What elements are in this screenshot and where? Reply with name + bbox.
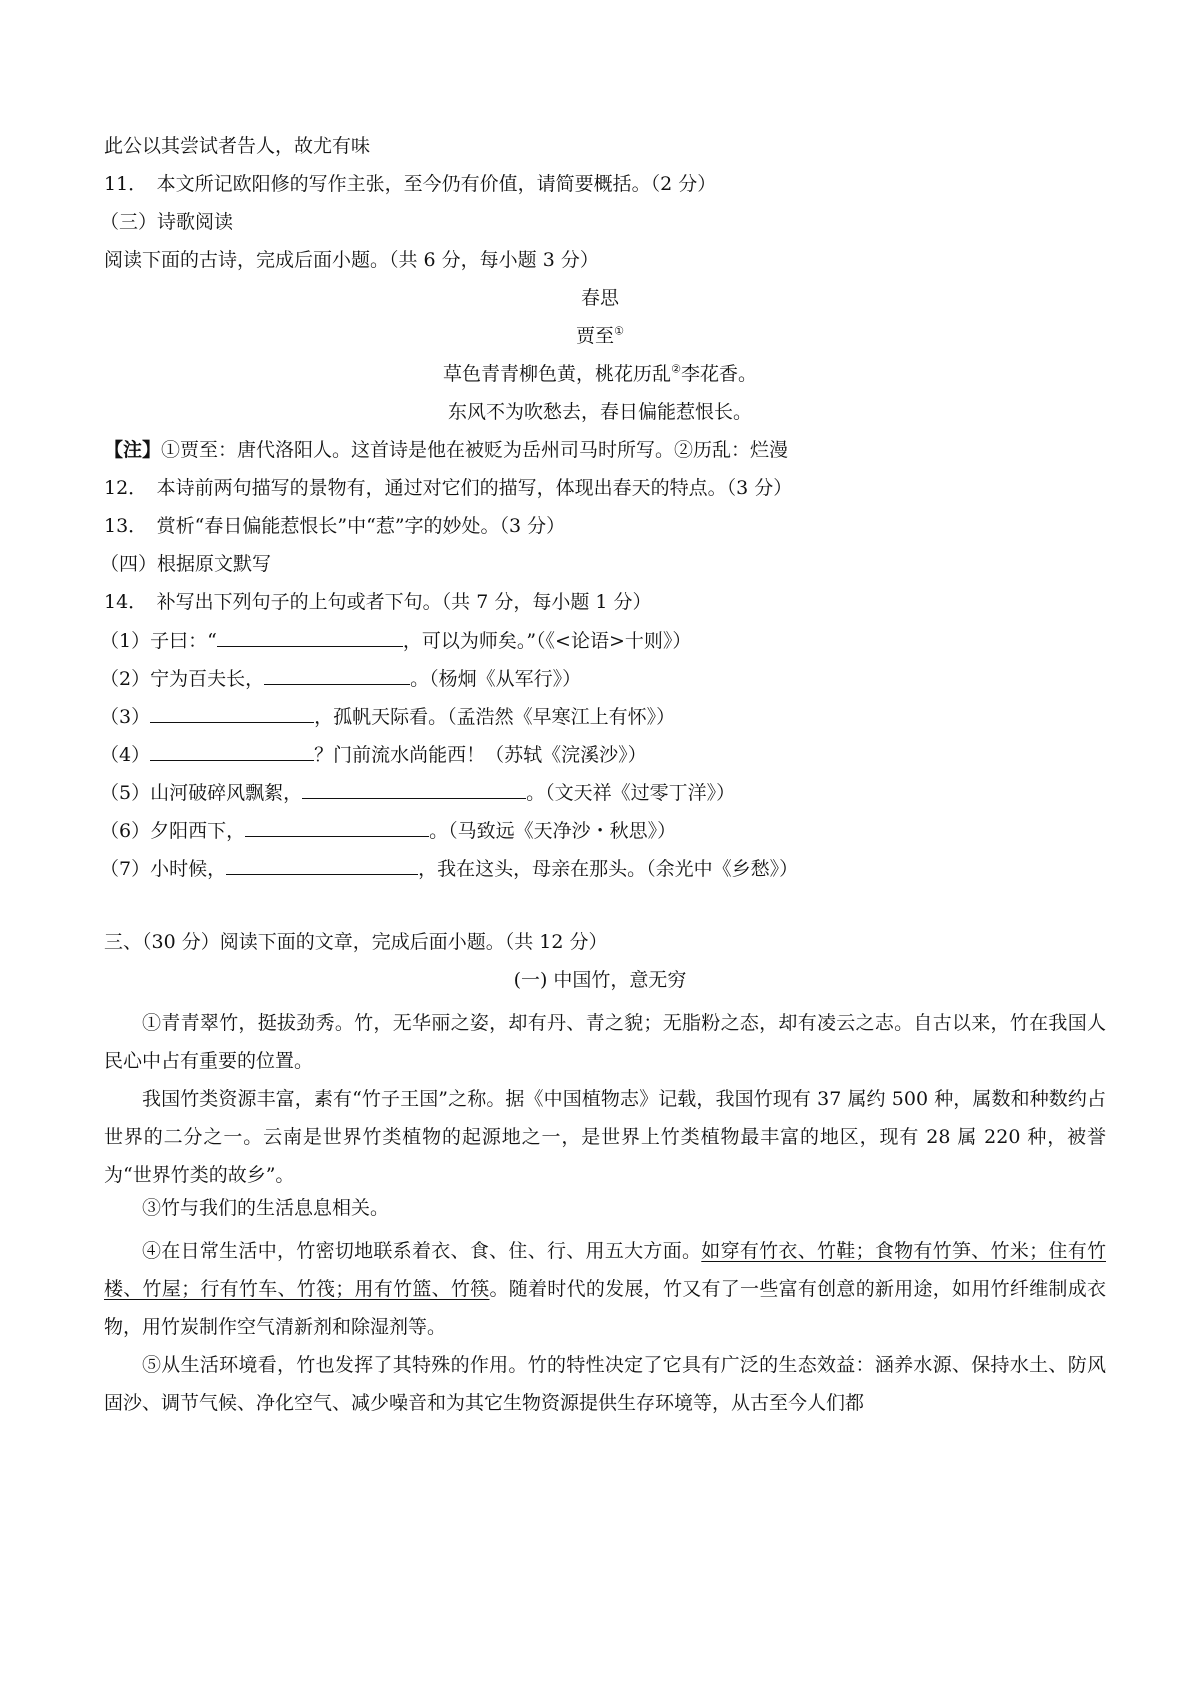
question-11: 11． 本文所记欧阳修的写作主张，至今仍有价值，请简要概括。（2 分） (104, 173, 717, 195)
fill-item-4 (100, 740, 1100, 769)
poem-line-1 (0, 360, 1200, 388)
poem-line-1-part: 草色青青柳色黄，桃花历乱 (443, 363, 672, 385)
fill-prefix: （4） (100, 744, 151, 766)
answer-blank[interactable] (217, 626, 403, 647)
answer-blank[interactable] (264, 664, 410, 685)
article-paragraph-4 (104, 1232, 1106, 1346)
fill-item-1 (100, 626, 1100, 655)
question-12: 12． 本诗前两句描写的景物有，通过对它们的描写，体现出春天的特点。（3 分） (104, 477, 793, 499)
fill-prefix: （7）小时候， (100, 858, 227, 880)
question-13: 13． 赏析“春日偏能惹恨长”中“惹”字的妙处。（3 分） (104, 515, 566, 537)
underlined-text: 如穿有竹衣、竹鞋；食物有竹笋、竹米；住有竹楼、竹屋；行有竹车、竹筏；用有竹篮、竹筷 (104, 1240, 1106, 1300)
answer-blank[interactable] (226, 854, 418, 875)
answer-blank[interactable] (302, 778, 526, 799)
paragraph-text: ④在日常生活中，竹密切地联系着衣、食、住、行、用五大方面。 (142, 1240, 702, 1262)
article-paragraph-5: ⑤从生活环境看，竹也发挥了其特殊的作用。竹的特性决定了它具有广泛的生态效益：涵养水源、保持水土、防风固沙、调节气候、净化空气、减少噪音和为其它生物资源提供生存环境等，从古至今人们都 (104, 1354, 1106, 1414)
article-paragraph-2: 我国竹类资源丰富，素有“竹子王国”之称。据《中国植物志》记载，我国竹现有 37 属约 500 种，属数和种数约占世界的二分之一。云南是世界竹类植物的起源地之一，是世界上竹类植物最丰富的地区，现有 28 属 220 种，被誉为“世界竹类的故乡”。 (104, 1088, 1106, 1186)
answer-blank[interactable] (150, 740, 314, 761)
fill-prefix: （1）子曰：“ (100, 630, 217, 652)
fill-prefix: （6）夕阳西下， (100, 820, 246, 842)
fill-item-7 (100, 854, 1100, 883)
section-heading-poetry: （三）诗歌阅读 (100, 211, 234, 233)
note-text: ①贾至：唐代洛阳人。这首诗是他在被贬为岳州司马时所写。②历乱：烂漫 (161, 439, 789, 461)
answer-blank[interactable] (245, 816, 429, 837)
poetry-instructions: 阅读下面的古诗，完成后面小题。（共 6 分，每小题 3 分） (104, 249, 599, 271)
poem-author-name: 贾至 (576, 325, 615, 347)
fill-suffix: ？门前流水尚能西！（苏轼《浣溪沙》） (314, 744, 647, 766)
footnote-marker: ① (614, 324, 624, 338)
fill-suffix: 。（杨炯《从军行》） (410, 668, 582, 690)
fill-item-6 (100, 816, 1100, 845)
fill-prefix: （3） (100, 706, 151, 728)
footnote-marker: ② (671, 362, 681, 376)
article-paragraph-1: ①青青翠竹，挺拔劲秀。竹，无华丽之姿，却有丹、青之貌；无脂粉之态，却有凌云之志。自古以来，竹在我国人民心中占有重要的位置。 (104, 1012, 1106, 1072)
text-line: 此公以其尝试者告人，故尤有味 (104, 135, 371, 157)
section-heading-reading: 三、（30 分）阅读下面的文章，完成后面小题。（共 12 分） (104, 931, 608, 953)
article-title: (一) 中国竹，意无穷 (513, 969, 687, 991)
section-heading-dictation: （四）根据原文默写 (100, 553, 272, 575)
question-14: 14． 补写出下列句子的上句或者下句。（共 7 分，每小题 1 分） (104, 591, 652, 613)
fill-item-5 (100, 778, 1100, 807)
fill-suffix: ，孤帆天际看。（孟浩然《早寒江上有怀》） (314, 706, 676, 728)
article-paragraph-3: ③竹与我们的生活息息相关。 (142, 1197, 390, 1219)
fill-suffix: 。（马致远《天净沙・秋思》） (429, 820, 677, 842)
fill-prefix: （2）宁为百夫长， (100, 668, 265, 690)
fill-suffix: 。（文天祥《过零丁洋》） (526, 782, 736, 804)
note-label: 【注】 (104, 439, 162, 461)
poem-line-2: 东风不为吹愁去，春日偏能惹恨长。 (447, 401, 752, 423)
fill-suffix: ，我在这头，母亲在那头。（余光中《乡愁》） (418, 858, 799, 880)
poem-note (104, 436, 1104, 464)
poem-line-1-part: 李花香。 (680, 363, 757, 385)
poem-title: 春思 (580, 287, 619, 309)
paragraph-text: 。随着时代的发展，竹又有了一些富有创意的新用途，如用竹纤维制成衣物，用竹炭制作空气清新剂和除湿剂等。 (104, 1278, 1106, 1338)
answer-blank[interactable] (150, 702, 314, 723)
fill-item-3 (100, 702, 1100, 731)
fill-suffix: ，可以为师矣。”（《<论语>十则》） (402, 630, 692, 652)
poem-author (0, 322, 1200, 350)
fill-item-2 (100, 664, 1100, 693)
fill-prefix: （5）山河破碎风飘絮， (100, 782, 303, 804)
